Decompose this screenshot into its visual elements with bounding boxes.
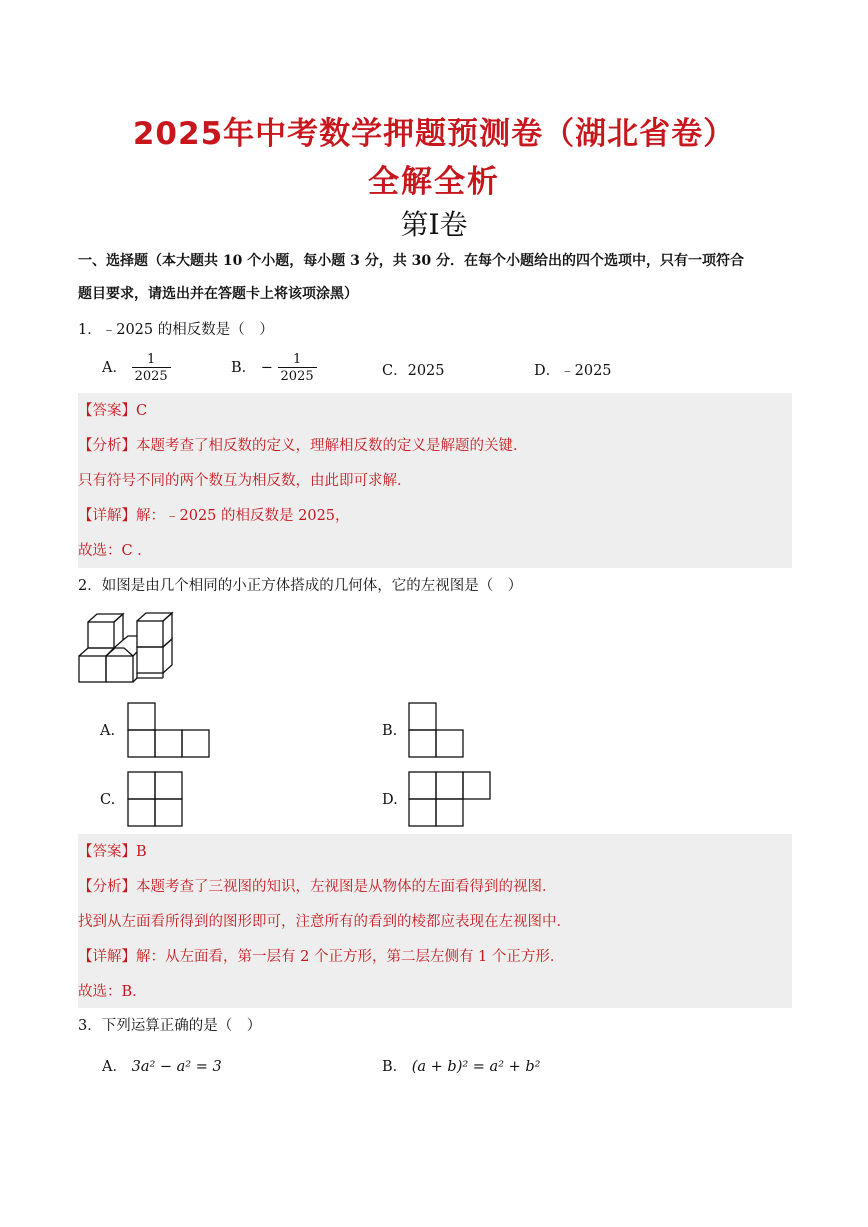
q3-option-a-expr: 3a² − a² = 3 <box>131 1059 222 1075</box>
q2-option-c-figure[interactable] <box>127 771 185 827</box>
q1-analysis-tag: 【分析】 <box>78 438 136 454</box>
q1-option-a-numerator: 1 <box>147 352 156 367</box>
q2-analysis-line2: 找到从左面看所得到的图形即可，注意所有的看到的棱都应表现在左视图中． <box>78 914 571 930</box>
q2-analysis-tag: 【分析】 <box>78 879 136 895</box>
section-heading-line2: 题目要求，请选出并在答题卡上将该项涂黑） <box>78 286 358 302</box>
q1-analysis <box>78 436 528 456</box>
q1-option-b-denominator: 2025 <box>278 367 317 384</box>
q1-choose: 故选：C ． <box>78 543 152 559</box>
q1-detail-text: 解：﹣2025 的相反数是 2025， <box>136 508 350 524</box>
q1-option-a-fraction <box>132 352 171 384</box>
q1-option-b-sign: − <box>260 360 273 376</box>
q2-analysis-text: 本题考查了三视图的知识，左视图是从物体的左面看得到的视图． <box>136 879 557 895</box>
q2-stem: 2．如图是由几个相同的小正方体搭成的几何体，它的左视图是（ ） <box>78 578 523 594</box>
q3-option-b[interactable] <box>382 1057 540 1077</box>
section-heading-line1: 一、选择题（本大题共 10 个小题，每小题 3 分，共 30 分．在每个小题给出的四个选项中，只有一项符合 <box>78 253 744 269</box>
q1-analysis-line2: 只有符号不同的两个数互为相反数，由此即可求解． <box>78 473 412 489</box>
q2-choose: 故选：B． <box>78 984 147 1000</box>
q2-answer <box>78 842 147 862</box>
q2-option-d-label[interactable]: D. <box>382 792 398 808</box>
q1-option-b[interactable] <box>231 352 317 384</box>
q2-option-c-label[interactable]: C. <box>100 792 116 808</box>
q2-option-b-label[interactable]: B. <box>382 723 398 739</box>
q1-option-a-denominator: 2025 <box>132 367 171 384</box>
q1-option-b-fraction <box>278 352 317 384</box>
q2-analysis <box>78 877 557 897</box>
q1-detail-tag: 【详解】 <box>78 508 136 524</box>
volume-title: 第I卷 <box>400 208 468 241</box>
q1-option-a-label: A． <box>102 360 127 376</box>
q1-option-d[interactable]: D．﹣2025 <box>534 363 612 379</box>
q2-detail-tag: 【详解】 <box>78 949 136 965</box>
q2-option-d-figure[interactable] <box>408 771 492 827</box>
q2-answer-value: B <box>136 844 147 860</box>
q1-answer-value: C <box>136 403 148 419</box>
exam-title: 2025年中考数学押题预测卷（湖北省卷） <box>132 116 736 152</box>
q2-detail-text: 解：从左面看，第一层有 2 个正方形，第二层左侧有 1 个正方形． <box>136 949 565 965</box>
q2-detail <box>78 947 564 967</box>
q1-answer <box>78 401 147 421</box>
q2-option-b-figure[interactable] <box>408 702 466 758</box>
q1-analysis-text: 本题考查了相反数的定义，理解相反数的定义是解题的关键． <box>136 438 528 454</box>
q1-option-b-label: B． <box>231 360 257 376</box>
q1-option-c[interactable]: C．2025 <box>382 363 445 379</box>
q2-option-a-figure[interactable] <box>127 702 211 758</box>
q3-option-b-expr: (a + b)² = a² + b² <box>411 1059 541 1075</box>
q3-stem: 3．下列运算正确的是（ ） <box>78 1018 262 1034</box>
q3-option-a[interactable] <box>102 1057 222 1077</box>
q1-option-b-numerator: 1 <box>292 352 302 367</box>
exam-subtitle: 全解全析 <box>368 164 500 200</box>
q2-cube-figure <box>78 612 174 684</box>
q1-answer-tag: 【答案】 <box>78 403 136 419</box>
q3-option-b-label: B． <box>382 1059 408 1075</box>
q1-stem: 1．﹣2025 的相反数是（ ） <box>78 322 274 338</box>
q1-option-a[interactable] <box>102 352 171 384</box>
q2-answer-tag: 【答案】 <box>78 844 136 860</box>
q3-option-a-label: A． <box>102 1059 127 1075</box>
q1-detail <box>78 506 350 526</box>
q2-option-a-label[interactable]: A. <box>100 723 116 739</box>
